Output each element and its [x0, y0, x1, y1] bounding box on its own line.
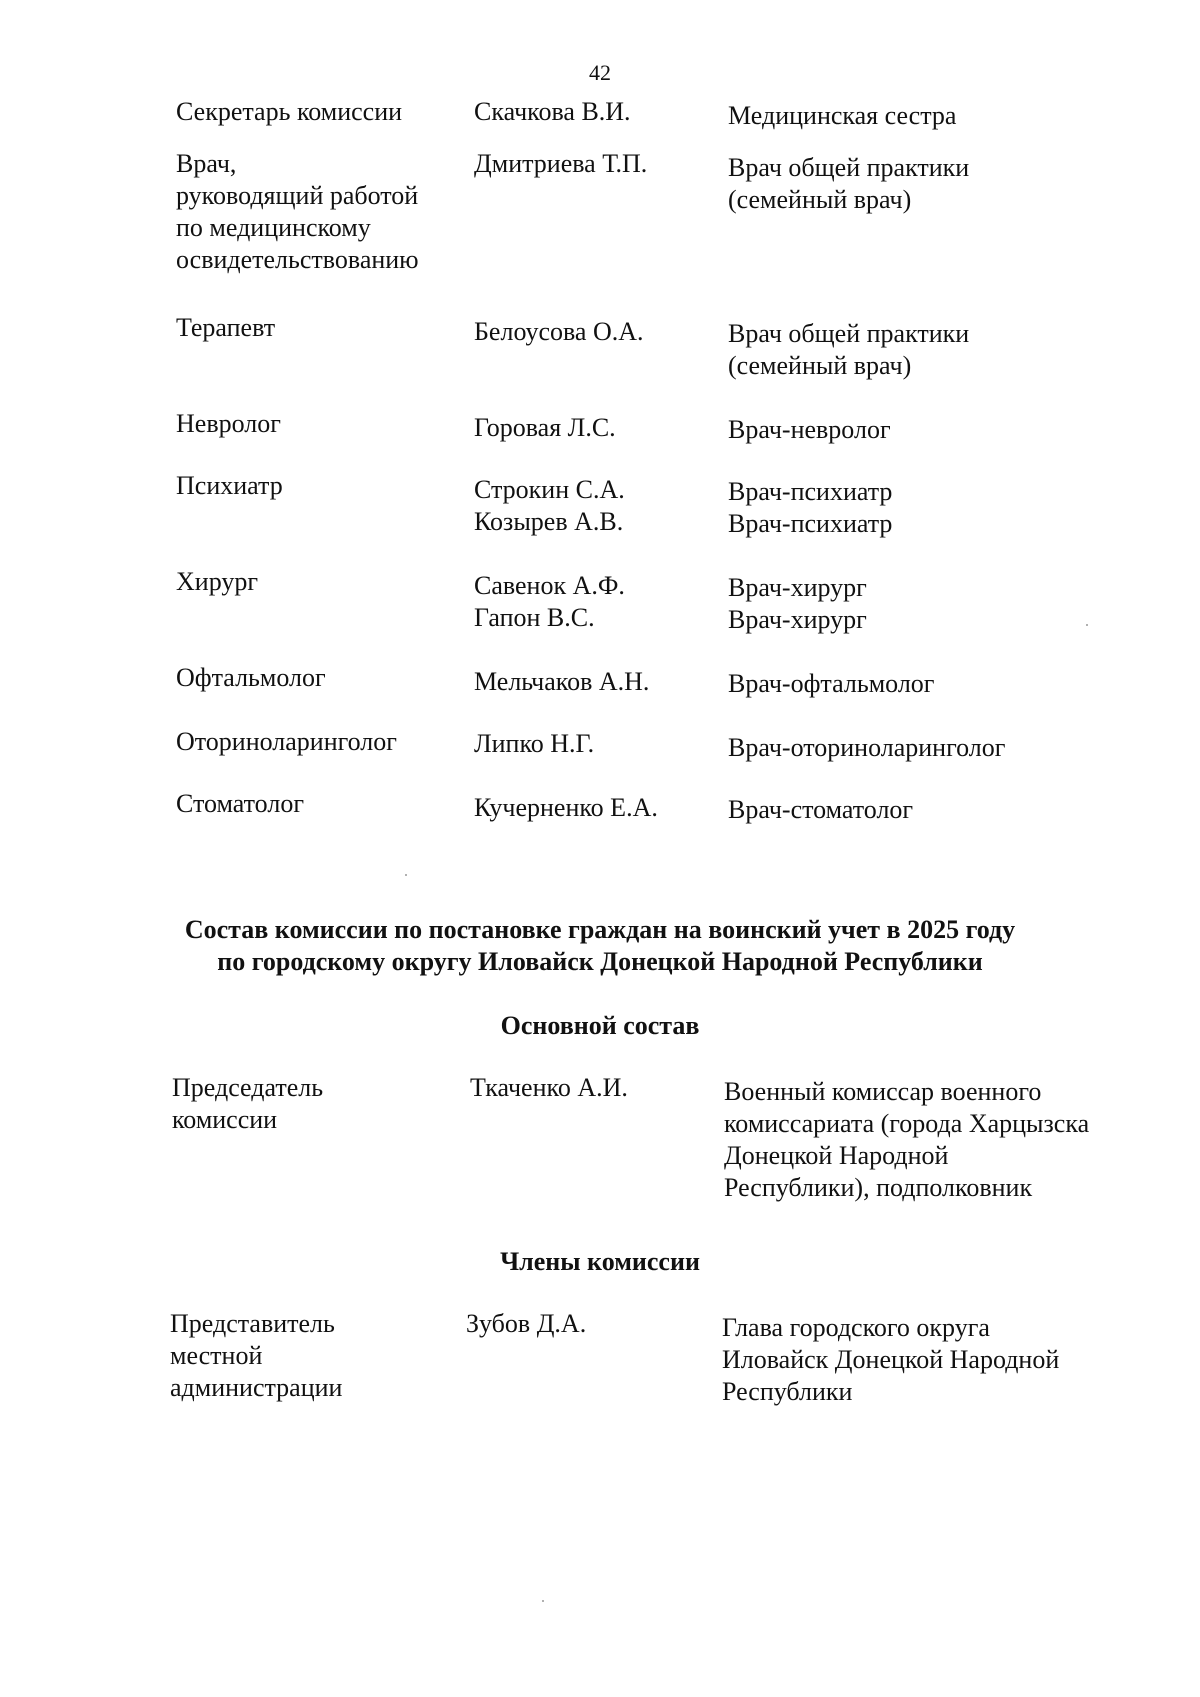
section-title-line1: Состав комиссии по постановке граждан на воинский учет в 2025 году — [184, 915, 1016, 944]
scan-speck — [542, 1600, 544, 1602]
name-cell: Кучерненко Е.А. — [474, 793, 658, 822]
role-cell: Секретарь комиссии — [176, 97, 403, 126]
position-cell: Врач-офтальмолог — [728, 669, 935, 698]
position-cell: Врач общей практики (семейный врач) — [728, 153, 970, 214]
name-cell: Козырев А.В. — [474, 507, 624, 536]
name-cell: Гапон В.С. — [474, 603, 595, 632]
main-composition-heading: Основной состав — [500, 1011, 700, 1040]
name-cell: Ткаченко А.И. — [470, 1073, 628, 1102]
position-cell: Медицинская сестра — [728, 101, 957, 130]
role-cell: Невролог — [176, 409, 281, 438]
name-cell: Белоусова О.А. — [474, 317, 644, 346]
position-cell: Врач-оториноларинголог — [728, 733, 1006, 762]
position-cell: Врач-хирург — [728, 573, 867, 602]
position-cell: Врач-психиатр — [728, 509, 893, 538]
role-cell: Терапевт — [176, 313, 276, 342]
name-cell: Дмитриева Т.П. — [474, 149, 648, 178]
name-cell: Горовая Л.С. — [474, 413, 616, 442]
position-cell: Глава городского округа Иловайск Донецкой Народной Республики — [722, 1313, 1060, 1406]
position-cell: Врач-хирург — [728, 605, 867, 634]
position-cell: Врач-стоматолог — [728, 795, 914, 824]
role-cell: Председатель комиссии — [172, 1073, 324, 1134]
role-cell: Оториноларинголог — [176, 727, 397, 756]
position-cell: Врач-психиатр — [728, 477, 893, 506]
section-title-line2: по городскому округу Иловайск Донецкой Народной Республики — [217, 947, 983, 976]
position-cell: Врач-невролог — [728, 415, 891, 444]
scan-speck — [1086, 624, 1088, 626]
name-cell: Савенок А.Ф. — [474, 571, 625, 600]
page-number: 42 — [589, 60, 611, 85]
scan-speck — [405, 874, 407, 876]
name-cell: Строкин С.А. — [474, 475, 625, 504]
position-cell: Врач общей практики (семейный врач) — [728, 319, 970, 380]
name-cell: Мельчаков А.Н. — [474, 667, 650, 696]
name-cell: Скачкова В.И. — [474, 97, 631, 126]
role-cell: Психиатр — [176, 471, 283, 500]
role-cell: Офтальмолог — [176, 663, 326, 692]
members-heading: Члены комиссии — [500, 1247, 700, 1276]
name-cell: Зубов Д.А. — [466, 1309, 587, 1338]
role-cell: Врач, руководящий работой по медицинскому освидетельствованию — [176, 149, 419, 274]
position-cell: Военный комиссар военного комиссариата (города Харцызска Донецкой Народной Республики), подполковник — [724, 1077, 1090, 1202]
name-cell: Липко Н.Г. — [474, 729, 595, 758]
role-cell: Стоматолог — [176, 789, 304, 818]
role-cell: Представитель местной администрации — [170, 1309, 343, 1402]
role-cell: Хирург — [176, 567, 259, 596]
